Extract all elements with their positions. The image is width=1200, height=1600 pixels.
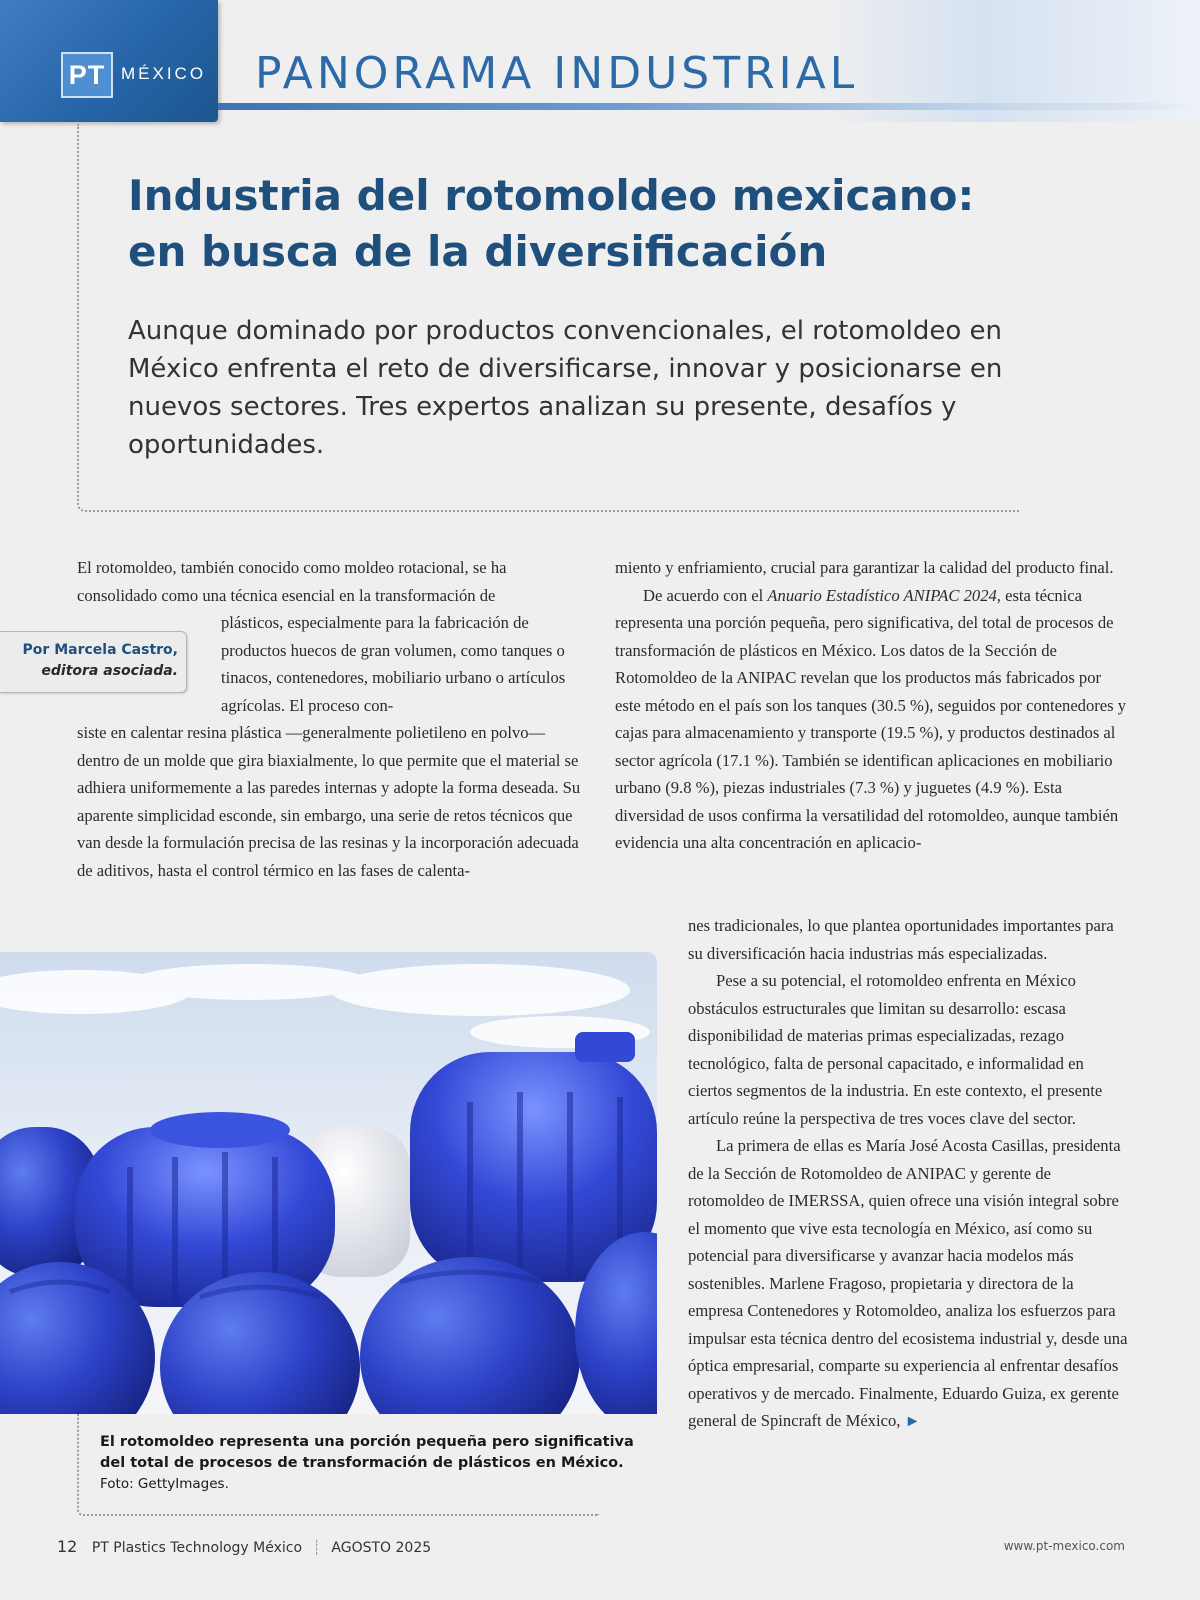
right-paragraph-2 <box>615 582 1130 857</box>
arrow-right-icon[interactable]: ► <box>904 1413 921 1430</box>
brand-country: MÉXICO <box>121 64 207 83</box>
issue-date: AGOSTO 2025 <box>331 1540 432 1556</box>
pt-logo[interactable]: PT <box>61 52 113 98</box>
p4-text: La primera de ellas es María José Acosta Casillas, presidenta de la Sección de Rotomoldeo de ANIPAC y gerente de rotomoldeo de IMERSSA, quien ofrece una visión integral sobre el momento que vive esta tecnología en México, así como su potencial para diversificarse y avanzar hacia modelos más sostenibles. Marlene Fragoso, propietaria y directora de la empresa Contenedores y Rotomoldeo, analiza los esfuerzos para impulsar esta técnica dentro del ecosistema industrial y, desde una óptica empresarial, comparte su experiencia al enfrentar desafíos operativos y de mercado. Finalmente, Eduardo Guiza, ex gerente general de Spincraft de México, <box>688 1136 1128 1430</box>
website-link[interactable]: www.pt-mexico.com <box>1003 1539 1125 1553</box>
p2-lead: De acuerdo con el <box>643 585 768 605</box>
section-title: PANORAMA INDUSTRIAL <box>255 48 859 99</box>
tanks-illustration <box>0 952 657 1414</box>
brand-box[interactable] <box>0 0 218 122</box>
byline-role: editora asociada. <box>41 663 178 679</box>
right-column-bottom <box>688 912 1130 1436</box>
byline <box>0 631 187 693</box>
p2-body: esta técnica representa una porción pequeña, pero significativa, del total de procesos de transformación de plásticos en México. Los datos de la Sección de Rotomoldeo de la ANIPAC revelan que los productos más fabricados por este método en el país son los tanques (30.5 %), seguidos por contenedores y cajas para almacenamiento y transporte (19.5 %), y productos destinados al sector agrícola (17.1 %). También se identifican aplicaciones en mobiliario urbano (9.8 %), piezas industriales (7.3 %) y juguetes (4.9 %). Esta diversidad de usos confirma la versatilidad del rotomoldeo, aunque también evidencia una alta concentración en aplicacio- <box>615 585 1127 852</box>
title-line-1: Industria del rotomoldeo mexicano: <box>128 171 975 220</box>
byline-name: Por Marcela Castro, <box>22 642 178 658</box>
right-paragraph-4 <box>688 1132 1130 1436</box>
divider: ┊ <box>312 1540 321 1556</box>
left-paragraph-part-2: plásticos, especialmente para la fabricación de productos huecos de gran volumen, como tanques o tinacos, contenedores, mobiliario urbano o artículos agrícolas. El proceso con- <box>221 613 566 715</box>
article-title <box>128 168 1028 280</box>
left-column-wrap <box>221 609 587 719</box>
footer-left <box>57 1537 431 1556</box>
caption-text: El rotomoldeo representa una porción pequeña pero significativa del total de procesos de transformación de plásticos en México. <box>100 1434 634 1471</box>
right-column-top <box>615 554 1130 857</box>
source-citation: Anuario Estadístico ANIPAC 2024, <box>767 585 1001 605</box>
article-subtitle: Aunque dominado por productos convencionales, el rotomoldeo en México enfrenta el reto de diversificarse, innovar y posicionarse en nuevos sectores. Tres expertos analizan su presente, desafíos y oportunidades. <box>128 316 1003 460</box>
photo-credit: Foto: GettyImages. <box>100 1476 229 1492</box>
left-paragraph-part-1: El rotomoldeo, también conocido como moldeo rotacional, se ha consolidado como una técnica esencial en la transformación de <box>77 558 507 605</box>
right-paragraph-2-cont: nes tradicionales, lo que plantea oportunidades importantes para su diversificación hacia industrias más especializadas. <box>688 916 1114 963</box>
left-column-main <box>77 719 587 884</box>
photo-caption <box>100 1432 640 1495</box>
right-paragraph-3: Pese a su potencial, el rotomoldeo enfrenta en México obstáculos estructurales que limitan su desarrollo: escasa disponibilidad de materias primas especializadas, rezago tecnológico, falta de personal capacitado, e informalidad en ciertos segmentos de la industria. En este contexto, el presente artículo reúne la perspectiva de tres voces clave del sector. <box>688 971 1103 1128</box>
left-paragraph-part-3: siste en calentar resina plástica —generalmente polietileno en polvo— dentro de un molde que gira biaxialmente, lo que permite que el material se adhiera uniformemente a las paredes internas y adopte la forma deseada. Su aparente simplicidad esconde, sin embargo, una serie de retos técnicos que van desde la formulación precisa de las resinas y la incorporación adecuada de aditivos, hasta el control térmico en las fases de calenta- <box>77 723 581 880</box>
magazine-name: PT Plastics Technology México <box>91 1540 303 1556</box>
page-number: 12 <box>57 1537 78 1556</box>
tanks-photo <box>0 952 657 1414</box>
title-line-2: en busca de la diversificación <box>128 227 828 276</box>
header-rule <box>218 103 1200 110</box>
right-paragraph-1: miento y enfriamiento, crucial para garantizar la calidad del producto final. <box>615 558 1114 577</box>
left-column-intro <box>77 554 587 609</box>
